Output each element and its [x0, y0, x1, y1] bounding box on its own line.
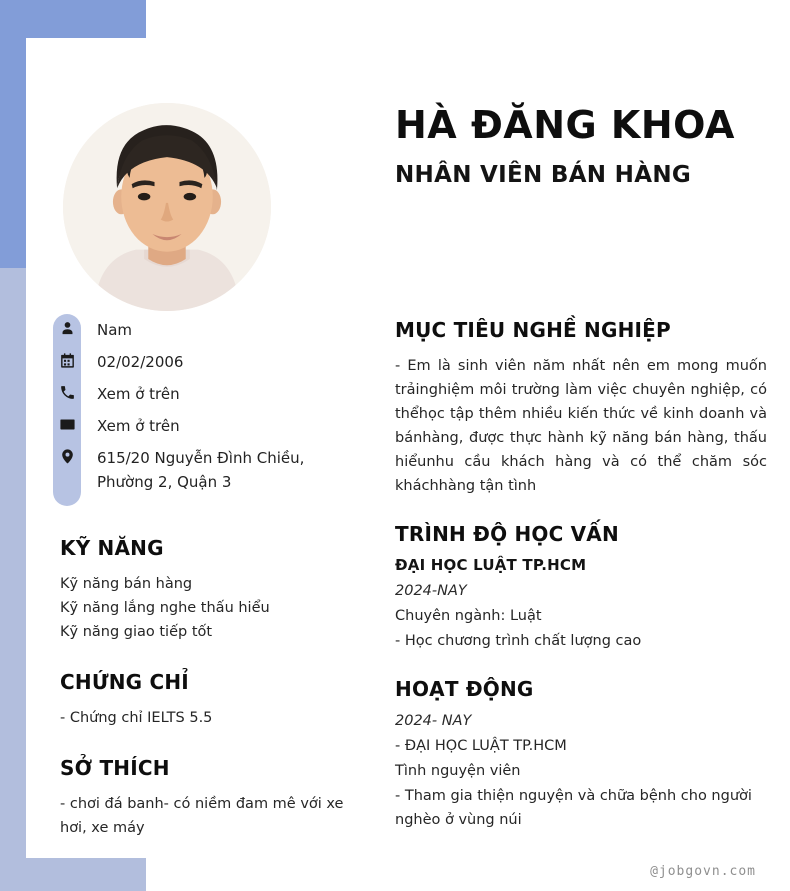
- left-edge-strip-top: [0, 38, 26, 268]
- right-column: [395, 318, 767, 856]
- person-icon: [53, 318, 81, 337]
- info-row-gender: [60, 318, 372, 350]
- info-row-phone: [60, 382, 372, 414]
- activity-detail: - ĐẠI HỌC LUẬT TP.HCM: [395, 738, 567, 754]
- email-icon: [53, 414, 81, 433]
- info-value-birthdate: 02/02/2006: [97, 353, 184, 371]
- info-value-phone: Xem ở trên: [97, 385, 180, 403]
- hobby-item: - chơi đá banh- có niềm đam mê với xe hơi, xe máy: [60, 796, 344, 836]
- personal-info-block: [60, 318, 372, 510]
- certificates-heading: CHỨNG CHỈ: [60, 670, 189, 694]
- watermark: @jobgovn.com: [650, 864, 756, 879]
- certificates-section: [60, 670, 372, 730]
- location-icon: [53, 446, 81, 465]
- education-heading: TRÌNH ĐỘ HỌC VẤN: [395, 522, 619, 546]
- certificate-item: - Chứng chỉ IELTS 5.5: [60, 710, 213, 726]
- education-section: [395, 522, 767, 653]
- activity-detail: Tình nguyện viên: [395, 763, 521, 779]
- info-row-address: [60, 446, 372, 494]
- candidate-name: HÀ ĐĂNG KHOA: [395, 103, 735, 147]
- education-detail: Chuyên ngành: Luật: [395, 608, 542, 624]
- activities-period: 2024- NAY: [395, 713, 472, 729]
- activities-heading: HOẠT ĐỘNG: [395, 677, 534, 701]
- phone-icon: [53, 382, 81, 401]
- left-column: [60, 318, 372, 840]
- calendar-icon: [53, 350, 81, 369]
- education-school: ĐẠI HỌC LUẬT TP.HCM: [395, 556, 587, 574]
- objective-body: - Em là sinh viên năm nhất nên em mong muốn trảinghiệm môi trường làm việc chuyên nghiệp, có thểhọc tập thêm nhiều kiến thức về kinh doanh và bánhàng, được thực hành kỹ năng bán hàng, thấu hiểunhu cầu khách hàng và có thể chăm sóc kháchhàng tận tình: [395, 358, 767, 494]
- objective-section: [395, 318, 767, 498]
- hobbies-section: [60, 756, 372, 840]
- info-value-gender: Nam: [97, 321, 133, 339]
- header: [395, 104, 775, 188]
- skill-item: Kỹ năng giao tiếp tốt: [60, 624, 213, 640]
- profile-photo: [63, 103, 271, 311]
- skills-heading: KỸ NĂNG: [60, 536, 164, 560]
- info-value-email: Xem ở trên: [97, 417, 180, 435]
- left-edge-strip-bottom: [0, 268, 26, 891]
- education-detail: - Học chương trình chất lượng cao: [395, 633, 642, 649]
- candidate-job-title: NHÂN VIÊN BÁN HÀNG: [395, 161, 692, 188]
- hobbies-heading: SỞ THÍCH: [60, 756, 170, 780]
- info-row-birthdate: [60, 350, 372, 382]
- info-value-address: 615/20 Nguyễn Đình Chiều, Phường 2, Quận 3: [97, 449, 305, 491]
- portrait-illustration: [63, 103, 271, 311]
- education-period: 2024-NAY: [395, 583, 467, 599]
- objective-heading: MỤC TIÊU NGHỀ NGHIỆP: [395, 318, 671, 342]
- top-left-accent-bar: [0, 0, 146, 38]
- skill-item: Kỹ năng lắng nghe thấu hiểu: [60, 600, 270, 616]
- activity-detail: - Tham gia thiện nguyện và chữa bệnh cho người nghèo ở vùng núi: [395, 788, 752, 828]
- skills-section: [60, 536, 372, 644]
- skill-item: Kỹ năng bán hàng: [60, 576, 193, 592]
- activities-section: [395, 677, 767, 832]
- info-row-email: [60, 414, 372, 446]
- bottom-left-accent-bar: [0, 858, 146, 891]
